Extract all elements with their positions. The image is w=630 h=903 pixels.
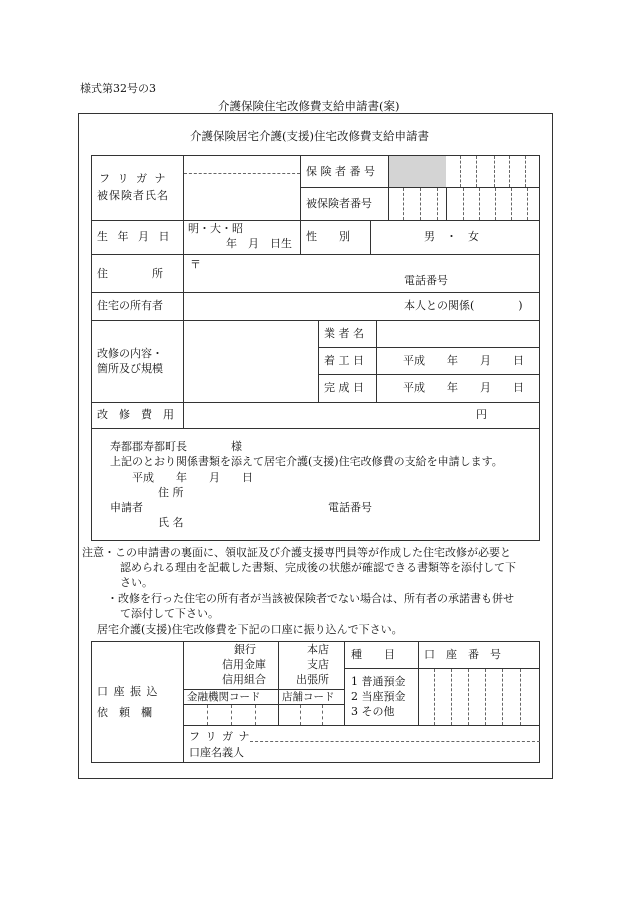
account-kind-3[interactable]: 3 その他 <box>351 705 395 718</box>
phone-label: 電話番号 <box>404 274 448 287</box>
completion-date-label: 完 成 日 <box>324 381 364 394</box>
start-date-value[interactable]: 平成 年 月 日 <box>403 354 524 367</box>
bank-type-bank: 銀行 <box>234 643 256 656</box>
account-kind-label: 種 目 <box>351 648 395 661</box>
birthdate-ymd: 年 月 日生 <box>226 237 292 250</box>
relation-label: 本人との関係( ) <box>404 299 523 312</box>
bank-type-kumiai: 信用組合 <box>222 673 266 686</box>
bank-type-shinkin: 信用金庫 <box>222 658 266 671</box>
era-options: 明・大・昭 <box>188 222 243 235</box>
renovation-label-2: 箇所及び規模 <box>97 362 163 375</box>
form-number: 様式第32号の3 <box>80 82 156 95</box>
renovation-label-1: 改修の内容・ <box>97 347 163 360</box>
branch-type-honten: 本店 <box>307 643 329 656</box>
owner-label: 住宅の所有者 <box>97 299 163 312</box>
start-date-label: 着 工 日 <box>324 354 364 367</box>
note-1-line-3: さい。 <box>120 576 153 589</box>
applicant-label: 申請者 <box>110 501 143 514</box>
account-kind-2[interactable]: 2 当座預金 <box>351 690 406 703</box>
yen-unit: 円 <box>476 408 487 421</box>
branch-type-shiten: 支店 <box>307 658 329 671</box>
branch-code-label: 店舗コード <box>282 691 335 703</box>
birthdate-label: 生 年 月 日 <box>97 230 173 243</box>
sex-label: 性 別 <box>306 230 350 243</box>
application-date[interactable]: 平成 年 月 日 <box>132 471 253 484</box>
insurer-number-shaded <box>389 156 446 187</box>
branch-code-field[interactable] <box>279 705 344 725</box>
bank-code-label: 金融機関コード <box>187 691 261 703</box>
account-holder-label: 口座名義人 <box>189 746 244 759</box>
insurer-number-field[interactable] <box>446 156 540 187</box>
addressee: 寿都郡寿都町長 様 <box>110 440 242 453</box>
account-kind-1[interactable]: 1 普通預金 <box>351 675 406 688</box>
insured-number-label: 被保険者番号 <box>306 197 372 210</box>
account-number-label: 口 座 番 号 <box>424 648 501 661</box>
application-statement: 上記のとおり関係書類を添えて居宅介護(支援)住宅改修費の支給を申請します。 <box>110 455 503 468</box>
contractor-label: 業 者 名 <box>324 327 364 340</box>
insurer-number-label: 保 険 者 番 号 <box>306 165 375 178</box>
bank-section-label-1: 口 座 振 込 <box>97 685 159 698</box>
applicant-name-label: 氏 名 <box>158 516 184 529</box>
address-label: 住 所 <box>97 267 163 280</box>
account-number-field[interactable] <box>419 669 540 725</box>
form-title: 介護保険居宅介護(支援)住宅改修費支給申請書 <box>190 129 429 143</box>
applicant-address-label: 住 所 <box>158 486 184 499</box>
note-1-line-2: 認められる理由を記載した書類、完成後の状態が確認できる書類等を添付して下 <box>120 561 516 574</box>
cost-label: 改 修 費 用 <box>97 408 174 421</box>
furigana-label: フ リ ガ ナ <box>99 172 168 185</box>
insured-name-input[interactable] <box>185 175 298 219</box>
insured-number-field[interactable] <box>389 188 540 220</box>
note-2-line-1: ・改修を行った住宅の所有者が当該被保険者でない場合は、所有者の承諾書も併せ <box>107 592 514 605</box>
transfer-instruction: 居宅介護(支援)住宅改修費を下記の口座に振り込んで下さい。 <box>97 623 403 636</box>
postal-mark: 〒 <box>190 258 201 271</box>
branch-type-shucchojo: 出張所 <box>296 673 329 686</box>
insured-name-label: 被保険者氏名 <box>97 189 169 202</box>
renovation-content-input[interactable] <box>185 322 316 400</box>
bank-section-label-2: 依 頼 欄 <box>97 706 152 719</box>
sex-options[interactable]: 男 ・ 女 <box>424 230 479 243</box>
applicant-phone-label: 電話番号 <box>328 501 372 514</box>
note-1-line-1: 注意・この申請書の裏面に、領収証及び介護支援専門員等が作成した住宅改修が必要と <box>82 546 511 559</box>
bank-code-field[interactable] <box>184 705 278 725</box>
note-2-line-2: て添付して下さい。 <box>120 607 219 620</box>
document-title: 介護保険住宅改修費支給申請書(案) <box>218 99 400 113</box>
holder-furigana-label: フ リ ガ ナ <box>189 730 251 743</box>
completion-date-value[interactable]: 平成 年 月 日 <box>403 381 524 394</box>
